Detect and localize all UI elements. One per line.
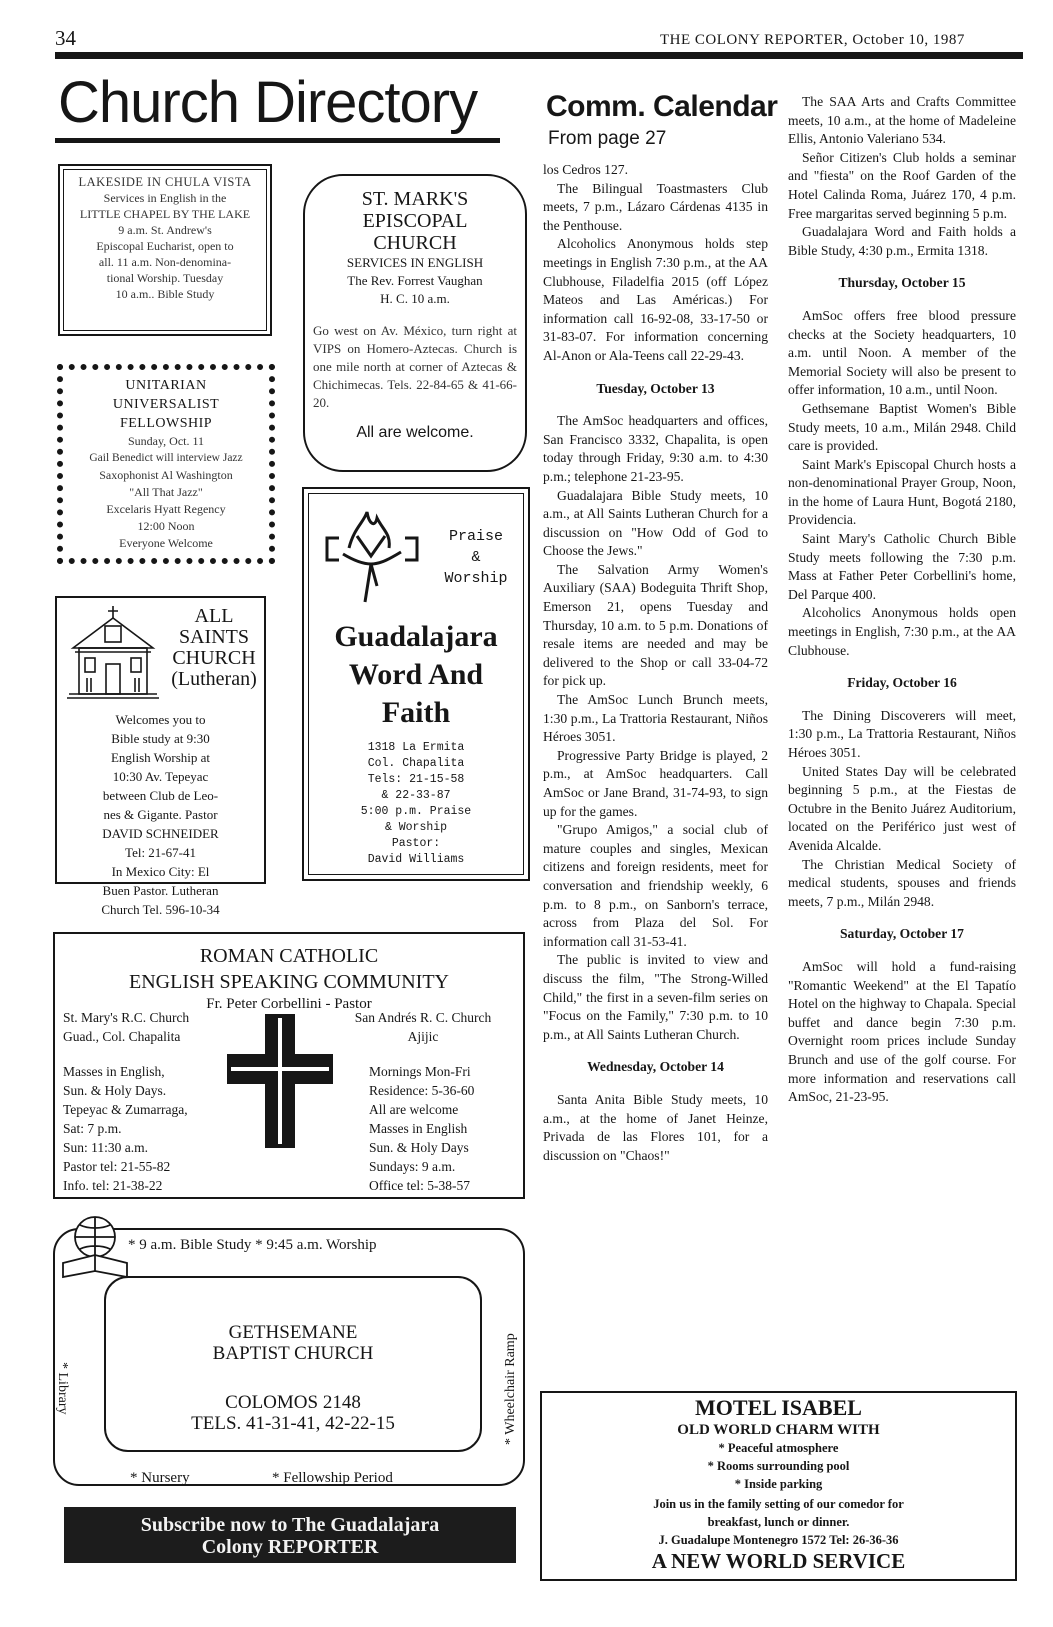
info-line: 5:00 p.m. Praise [360, 805, 472, 818]
gethsemane-name-line: BAPTIST CHURCH [212, 1343, 374, 1364]
calendar-day-heading: Thursday, October 15 [838, 275, 966, 291]
info-line: David Williams [367, 853, 465, 866]
all-saints-line: Bible study at 9:30 [111, 731, 210, 746]
roman-line: San Andrés R. C. Church [354, 1010, 492, 1025]
roman-line: Tepeyac & Zumarraga, [63, 1102, 188, 1117]
roman-left-bottom [63, 1062, 188, 1195]
st-marks-time: H. C. 10 a.m. [380, 291, 450, 306]
all-saints-ad [55, 596, 266, 917]
roman-catholic-ad [53, 932, 525, 1199]
st-marks-title [313, 188, 517, 254]
all-saints-title-line: ALL [194, 605, 234, 627]
calendar-item: Saint Mark's Episcopal Church hosts a non-denominational Prayer Group, Noon, in the home of Laura Hunt, Bogotá 2180, Providencia. [788, 456, 1016, 528]
roman-line: Guad., Col. Chapalita [63, 1029, 181, 1044]
all-saints-line: English Worship at [110, 750, 211, 765]
gethsemane-nursery: * Nursery [130, 1470, 190, 1486]
calendar-item: Guadalajara Bible Study meets, 10 a.m., at All Saints Lutheran Church for a discussion on "How Odd of God to Choose the Jews." [543, 487, 768, 559]
lakeside-line: Services in English in the [103, 191, 227, 205]
calendar-item: The Bilingual Toastmasters Club meets, 7 p.m., Lázaro Cárdenas 4135 in the Penthouse. [543, 180, 768, 233]
calendar-day-heading: Friday, October 16 [847, 675, 957, 691]
motel-bullet: * Rooms surrounding pool [707, 1459, 850, 1473]
lakeside-text [63, 169, 267, 331]
word-and-faith-praise [431, 526, 521, 589]
all-saints-title-line: SAINTS [178, 626, 249, 648]
roman-line: Masses in English [369, 1121, 468, 1136]
roman-title-line: ROMAN CATHOLIC [199, 945, 379, 967]
masthead: THE COLONY REPORTER, October 10, 1987 [660, 32, 965, 48]
st-marks-title-line: ST. MARK'S [361, 188, 469, 210]
calendar-item: The Christian Medical Society of medical students, spouses and friends meets, 7 p.m., Milán 2948. [788, 856, 1016, 909]
lakeside-line: tional Worship. Tuesday [106, 271, 224, 285]
st-marks-ad [303, 174, 527, 472]
roman-line: Sun. & Holy Days [369, 1140, 469, 1155]
motel-bullet: * Inside parking [734, 1477, 823, 1491]
praise-line: Worship [444, 570, 508, 587]
roman-line: Ajijic [407, 1029, 439, 1044]
calendar-column-2 [788, 93, 1016, 1107]
word-and-faith-name [309, 618, 523, 732]
gethsemane-name [104, 1322, 482, 1364]
lakeside-line: 10 a.m.. Bible Study [115, 287, 215, 301]
word-and-faith-name-line: Word And [348, 658, 484, 691]
word-and-faith-info [309, 740, 523, 868]
all-saints-line: nes & Gigante. Pastor [103, 807, 218, 822]
calendar-item: Guadalajara Word and Faith holds a Bible Study, 4:30 p.m., Ermita 1318. [788, 224, 1016, 258]
roman-line: Sat: 7 p.m. [63, 1121, 122, 1136]
st-marks-rector: The Rev. Forrest Vaughan [347, 273, 483, 288]
all-saints-title [165, 606, 263, 690]
dove-flame-icon [319, 508, 425, 608]
cross-icon [227, 1014, 333, 1148]
info-line: Tels: 21-15-58 [367, 773, 465, 786]
lakeside-line: 9 a.m. St. Andrew's [118, 223, 212, 237]
roman-line: Office tel: 5-38-57 [369, 1178, 470, 1193]
gethsemane-name-line: GETHSEMANE [228, 1322, 358, 1343]
roman-title-line: ENGLISH SPEAKING COMMUNITY [129, 971, 449, 993]
all-saints-line: Tel: 21-67-41 [125, 845, 196, 860]
calendar-item: Gethsemane Baptist Women's Bible Study meets, 10 a.m., Milán 2948. Child care is provided. [788, 400, 1016, 454]
info-line: Pastor: [391, 837, 441, 850]
roman-line: All are welcome [369, 1102, 459, 1117]
unitarian-title: UNITARIAN [125, 378, 207, 393]
calendar-item: The AmSoc headquarters and offices, San Francisco 3332, Chapalita, is open today through Friday, 9:30 a.m. to 4:30 p.m.; telephone 21-23-95. [543, 413, 768, 484]
all-saints-line: Church Tel. 596-10-34 [101, 902, 220, 917]
unitarian-line: 12:00 Noon [137, 519, 195, 533]
unitarian-line: "All That Jazz" [129, 485, 203, 499]
calendar-item: Señor Citizen's Club holds a seminar and "fiesta" on the Roof Garden of the Hotel Calinda Roma, Juárez 170, 4 p.m. Free margaritas served beginning 5 p.m. [788, 149, 1016, 221]
calendar-item: The AmSoc Lunch Brunch meets, 1:30 p.m., La Trattoria Restaurant, Niños Héroes 3051. [543, 692, 768, 745]
all-saints-title-line: (Lutheran) [171, 668, 257, 690]
calendar-item: Saint Mary's Catholic Church Bible Study meets following the 7:30 p.m. Mass at Father Peter Corbellini's home, Del Parque 400. [788, 531, 1016, 602]
calendar-item: The public is invited to view and discuss the film, "The Strong-Willed Child," the first in a seven-film series on "Focus on the Family," 7:30 p.m. to 10 p.m., at All Saints Lutheran Church. [543, 952, 768, 1042]
roman-line: Residence: 5-36-60 [369, 1083, 475, 1098]
info-line: 1318 La Ermita [367, 741, 465, 754]
motel-isabel-ad [540, 1391, 1017, 1581]
all-saints-body [63, 710, 258, 919]
calendar-column-1 [543, 161, 768, 1165]
st-marks-services: SERVICES IN ENGLISH [346, 255, 484, 270]
motel-join: breakfast, lunch or dinner. [707, 1515, 850, 1529]
calendar-day-heading: Saturday, October 17 [840, 926, 964, 942]
directory-title: Church Directory [58, 70, 478, 135]
calendar-item: Alcoholics Anonymous holds step meetings in English 7:30 p.m., at the AA Clubhouse, Filadelfia 2015 (off López Mateos and Las Américas.) For information call 16-92-08, 33-17-50 or 31-83-07. For information concerning Al-Anon or Ala-Teens call 22-29-43. [543, 236, 768, 363]
lakeside-line: all. 11 a.m. Non-denomina- [98, 255, 232, 269]
calendar-item: AmSoc will hold a fund-raising "Romantic Weekend" at the El Tapatío Hotel on the highway to Chapala. Special buffet and dance begin 7:30 p.m. Overnight room prices include Sunday Brunch and use of the golf course. For more information and reservations call AmSoc, 21-23-95. [788, 958, 1016, 1105]
roman-line: St. Mary's R.C. Church [63, 1010, 190, 1025]
gethsemane-wheelchair: * Wheelchair Ramp [503, 1333, 518, 1445]
calendar-item: The Salvation Army Women's Auxiliary (SAA) Bodeguita Thrift Shop, Emerson 21, opens Tuesday and Thursday, 10 a.m. to 5 p.m. Donations of resale items are needed and may be delivered to the Shop or call 33-04-72 for pick up. [543, 561, 768, 689]
calendar-item: Progressive Party Bridge is played, 2 p.m., at AmSoc headquarters. Call AmSoc or Jane Brand, 31-74-93, to sign up for the games. [543, 747, 768, 819]
calendar-subtitle: From page 27 [548, 128, 667, 149]
roman-pastor: Fr. Peter Corbellini - Pastor [206, 996, 372, 1012]
roman-right-top [331, 1008, 515, 1046]
unitarian-line: Excelaris Hyatt Regency [106, 502, 226, 516]
info-line: & 22-33-87 [381, 789, 451, 802]
all-saints-line: DAVID SCHNEIDER [102, 826, 219, 841]
roman-line: Sun. & Holy Days. [63, 1083, 167, 1098]
directory-rule [55, 138, 500, 143]
roman-line: Pastor tel: 21-55-82 [63, 1159, 171, 1174]
subscribe-line: Subscribe now to The Guadalajara [140, 1514, 440, 1536]
motel-bullet: * Peaceful atmosphere [718, 1441, 839, 1455]
roman-line: Mornings Mon-Fri [369, 1064, 471, 1079]
calendar-day-heading: Wednesday, October 14 [587, 1059, 724, 1075]
all-saints-line: 10:30 Av. Tepeyac [112, 769, 209, 784]
gethsemane-address-line: COLOMOS 2148 [225, 1392, 361, 1413]
word-and-faith-name-line: Guadalajara [334, 620, 498, 653]
unitarian-line: Everyone Welcome [119, 536, 213, 550]
roman-line: Info. tel: 21-38-22 [63, 1178, 163, 1193]
roman-line: Sun: 11:30 a.m. [63, 1140, 149, 1155]
globe-bible-icon [60, 1213, 130, 1285]
unitarian-line: Gail Benedict will interview Jazz [89, 452, 243, 464]
subscribe-banner[interactable] [64, 1507, 516, 1563]
motel-subtitle: OLD WORLD CHARM WITH [677, 1422, 880, 1438]
all-saints-line: Buen Pastor. Lutheran [102, 883, 219, 898]
unitarian-title: UNIVERSALIST [112, 397, 220, 412]
praise-line: Praise [448, 528, 503, 545]
gethsemane-services: * 9 a.m. Bible Study * 9:45 a.m. Worship [128, 1237, 377, 1253]
calendar-title: Comm. Calendar [546, 90, 778, 123]
roman-line: Masses in English, [63, 1064, 165, 1079]
lakeside-ad [58, 164, 272, 336]
church-building-icon [65, 604, 161, 700]
unitarian-line: Saxophonist Al Washington [99, 468, 233, 482]
lakeside-line: LAKESIDE IN CHULA VISTA [78, 175, 252, 189]
calendar-item: Santa Anita Bible Study meets, 10 a.m., at the home of Janet Heinze, Privada de las Flores 101, for a discussion on "Chaos!" [543, 1091, 768, 1163]
motel-join: Join us in the family setting of our comedor for [653, 1497, 904, 1511]
unitarian-title: FELLOWSHIP [119, 416, 213, 431]
word-and-faith-ad [302, 487, 530, 881]
calendar-item: los Cedros 127. [543, 162, 628, 177]
unitarian-ad [57, 364, 275, 564]
calendar-item: "Grupo Amigos," a social club of mature couples and singles, Mexican citizens and foreign residents, meet for conversation and friendship weekly, 6 p.m. to 8 p.m., on Sanborn's terrace, across from Plaza del Sol. For information call 31-53-41. [543, 822, 768, 949]
calendar-day-heading: Tuesday, October 13 [596, 380, 715, 396]
calendar-item: Alcoholics Anonymous holds open meetings in English, 7:30 p.m., at the AA Clubhouse. [788, 605, 1016, 658]
info-line: Col. Chapalita [367, 757, 465, 770]
praise-line: & [471, 549, 481, 566]
roman-right-bottom [369, 1062, 474, 1195]
top-rule [55, 52, 1023, 59]
gethsemane-library: * Library [55, 1362, 70, 1415]
st-marks-welcome: All are welcome. [356, 424, 474, 441]
calendar-item: United States Day will be celebrated beginning 5 p.m., at the Fiestas de Octubre in the Benito Juárez Auditorium, located on the Periférico just west of Avenida Alcalde. [788, 763, 1016, 853]
word-and-faith-frame [308, 493, 524, 875]
motel-tagline: A NEW WORLD SERVICE [651, 1549, 906, 1573]
calendar-item: The SAA Arts and Crafts Committee meets, 10 a.m., at the home of Madeleine Ellis, Antonio Valeriano 534. [788, 94, 1016, 147]
calendar-item: AmSoc offers free blood pressure checks at the Society headquarters, 10 a.m. until Noon. A member of the Memorial Society will also be present to offer information, 10 a.m., until Noon. [788, 307, 1016, 398]
lakeside-line: LITTLE CHAPEL BY THE LAKE [79, 207, 251, 221]
all-saints-line: between Club de Leo- [102, 788, 219, 803]
gethsemane-address-line: TELS. 41-31-41, 42-22-15 [191, 1413, 395, 1434]
all-saints-line: In Mexico City: El [111, 864, 210, 879]
st-marks-title-line: CHURCH [373, 232, 457, 254]
page-number: 34 [55, 26, 76, 50]
motel-address: J. Guadalupe Montenegro 1572 Tel: 26-36-36 [658, 1533, 899, 1547]
info-line: & Worship [384, 821, 448, 834]
st-marks-directions: Go west on Av. México, turn right at VIPS on Homero-Aztecas. Church is one mile north at corner of Aztecas & Chichimecas. Tels. 22-84-65 & 41-66-20. [313, 323, 517, 410]
word-and-faith-name-line: Faith [381, 696, 451, 729]
gethsemane-address [104, 1392, 482, 1434]
all-saints-line: Welcomes you to [115, 712, 206, 727]
unitarian-line: Sunday, Oct. 11 [127, 434, 205, 448]
roman-left-top [63, 1008, 189, 1046]
st-marks-title-line: EPISCOPAL [362, 210, 468, 232]
gethsemane-fellowship: * Fellowship Period [272, 1470, 393, 1486]
lakeside-line: Episcopal Eucharist, open to [96, 239, 234, 253]
roman-line: Sundays: 9 a.m. [369, 1159, 456, 1174]
all-saints-title-line: CHURCH [172, 647, 256, 669]
calendar-item: The Dining Discoverers will meet, 1:30 p.m., La Trattoria Restaurant, Niños Héroes 3051. [788, 707, 1016, 760]
subscribe-line: Colony REPORTER [201, 1536, 379, 1558]
motel-title: MOTEL ISABEL [695, 1395, 862, 1420]
